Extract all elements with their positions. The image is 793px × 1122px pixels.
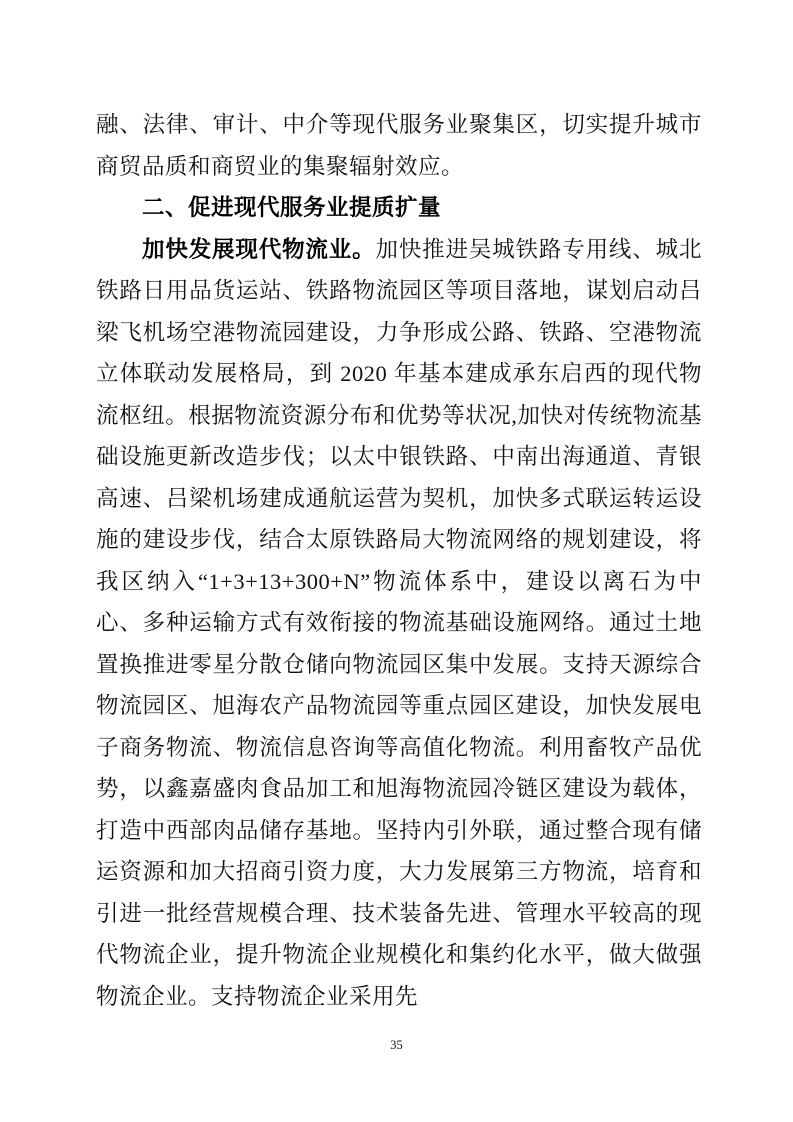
paragraph-lead-bold: 加快发展现代物流业。 <box>142 236 376 262</box>
document-content <box>96 104 702 1017</box>
paragraph-body-text: 加快推进吴城铁路专用线、城北铁路日用品货运站、铁路物流园区等项目落地，谋划启动吕梁飞机场空港物流园建设，力争形成公路、铁路、空港物流立体联动发展格局，到 2020 年基本建成承东启西的现代物流枢纽。根据物流资源分布和优势等状况,加快对传统物流基础设施更新改造步伐；以太中银铁路、中南出海通道、青银高速、吕梁机场建成通航运营为契机，加快多式联运转运设施的建设步伐，结合太原铁路局大物流网络的规划建设，将我区纳入“1+3+13+300+N”物流体系中，建设以离石为中心、多种运输方式有效衔接的物流基础设施网络。通过土地置换推进零星分散仓储向物流园区集中发展。支持天源综合物流园区、旭海农产品物流园等重点园区建设，加快发展电子商务物流、物流信息咨询等高值化物流。利用畜牧产品优势，以鑫嘉盛肉食品加工和旭海物流园冷链区建设为载体，打造中西部肉品储存基地。坚持内引外联，通过整合现有储运资源和加大招商引资力度，大力发展第三方物流，培育和引进一批经营规模合理、技术装备先进、管理水平较高的现代物流企业，提升物流企业规模化和集约化水平，做大做强物流企业。支持物流企业采用先 <box>96 236 702 1009</box>
paragraph-continuation: 融、法律、审计、中介等现代服务业聚集区，切实提升城市商贸品质和商贸业的集聚辐射效应。 <box>96 112 702 179</box>
page-footer <box>0 1036 793 1054</box>
paragraph-logistics <box>96 229 702 1018</box>
page-number: 35 <box>390 1038 403 1052</box>
section-heading: 二、促进现代服务业提质扩量 <box>142 195 442 220</box>
